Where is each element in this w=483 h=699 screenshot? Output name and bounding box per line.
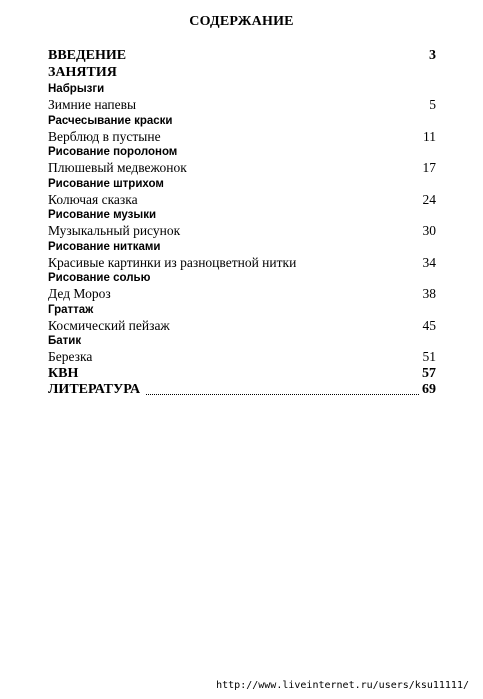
toc-entry-page: 34 [422,254,436,270]
toc-entry-page: 69 [422,381,436,397]
dot-leader [146,394,419,395]
toc-entry-label: Батик [48,335,82,347]
toc-entry [48,223,436,240]
toc-entry-label: ВВЕДЕНИЕ [48,48,127,63]
toc-entry-label: Космический пейзаж [48,317,170,333]
toc-entry [48,382,436,398]
toc-entry [48,240,436,255]
toc-entry-label: ЛИТЕРАТУРА [48,381,141,397]
toc-entry [48,177,436,192]
toc-entry [48,97,436,114]
toc-entry [48,145,436,160]
toc-entry-label: Плюшевый медвежонок [48,160,187,175]
toc-entry [48,286,436,303]
toc-entry [48,318,436,335]
toc-entry [48,129,436,146]
table-of-contents [48,48,436,398]
toc-entry [48,82,436,97]
toc-entry-label: КВН [48,365,79,381]
toc-entry [48,334,436,349]
toc-entry-label: Набрызги [48,83,105,95]
toc-entry [48,192,436,209]
toc-entry [48,160,436,177]
toc-entry-page: 57 [422,365,436,381]
toc-entry-label: Граттаж [48,303,94,316]
page-title: СОДЕРЖАНИЕ [189,14,294,29]
toc-entry-label: Верблюд в пустыне [48,128,161,144]
toc-entry-label: Зимние напевы [48,97,137,112]
toc-entry-label: Красивые картинки из разноцветной нитки [48,254,297,270]
toc-entry [48,303,436,318]
toc-entry-page: 45 [422,317,436,333]
toc-entry-page: 38 [422,286,436,301]
toc-entry [48,366,436,382]
toc-entry-page: 11 [423,128,436,144]
toc-entry [48,271,436,286]
toc-entry [48,65,436,81]
toc-entry-page: 51 [422,349,436,364]
toc-entry-label: Рисование поролоном [48,146,178,158]
toc-entry-label: Дед Мороз [48,286,111,301]
toc-entry [48,349,436,366]
toc-entry-label: Рисование штрихом [48,177,164,190]
toc-entry-page: 3 [429,48,436,63]
toc-entry-label: Рисование музыки [48,209,157,221]
toc-entry-label: ЗАНЯТИЯ [48,65,117,80]
toc-entry-page: 5 [429,97,436,112]
toc-entry-label: Березка [48,349,93,364]
toc-entry-label: Колючая сказка [48,191,138,207]
toc-entry-page: 24 [422,191,436,207]
toc-entry [48,48,436,64]
toc-entry-label: Рисование солью [48,272,151,284]
toc-entry [48,114,436,129]
watermark-url: http://www.liveinternet.ru/users/ksu11111/ [216,680,469,691]
toc-entry-page: 17 [422,160,436,175]
toc-entry-label: Музыкальный рисунок [48,223,181,238]
toc-entry-page: 30 [422,223,436,238]
toc-entry [48,255,436,272]
toc-entry [48,208,436,223]
toc-entry-label: Рисование нитками [48,240,161,253]
toc-entry-label: Расчесывание краски [48,114,173,127]
